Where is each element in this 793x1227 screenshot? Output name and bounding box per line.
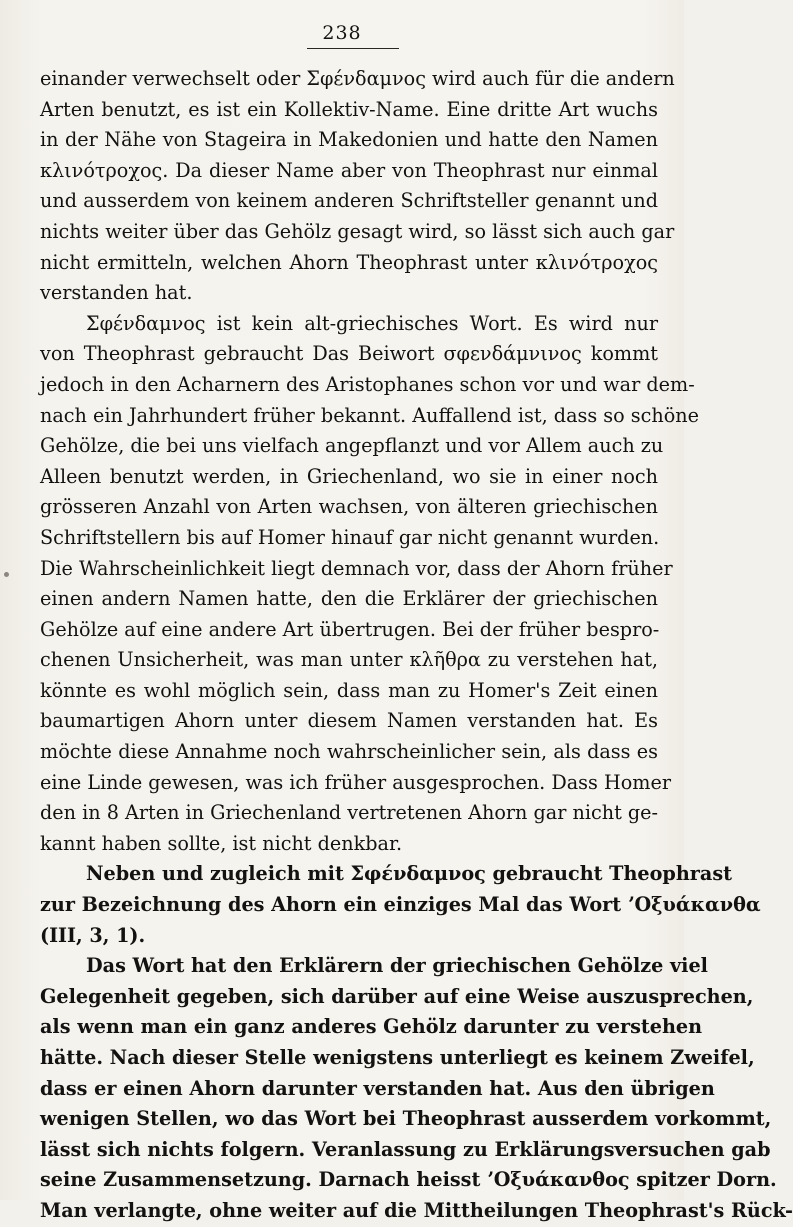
text-line: Neben und zugleich mit Σφένδαμνος gebraucht Theophrast <box>86 862 732 886</box>
text-line: eine Linde gewesen, was ich früher ausgesprochen. Dass Homer <box>40 770 671 794</box>
text-line: baumartigen Ahorn unter diesem Namen verstanden hat. Es <box>40 709 658 733</box>
text-line: κλινότροχος. Da dieser Name aber von Theophrast nur einmal <box>40 158 658 182</box>
text-line: lässt sich nichts folgern. Veranlassung zu Erklärungsversuchen gab <box>40 1137 771 1161</box>
stray-ink-mark <box>4 572 9 577</box>
text-line: Alleen benutzt werden, in Griechenland, wo sie in einer noch <box>40 464 658 488</box>
text-line: in der Nähe von Stageira in Makedonien und hatte den Namen <box>40 128 658 152</box>
text-line: wenigen Stellen, wo das Wort bei Theophrast ausserdem vorkommt, <box>40 1107 772 1131</box>
text-line: den in 8 Arten in Griechenland vertretenen Ahorn gar nicht ge- <box>40 801 659 825</box>
page-number: 238 <box>322 22 362 44</box>
text-line: zur Bezeichnung des Ahorn ein einziges Mal das Wort ʼΟξυάκανθα <box>40 893 761 917</box>
text-line: könnte es wohl möglich sein, dass man zu Homer's Zeit einen <box>40 678 658 702</box>
header-rule <box>307 48 399 49</box>
text-line: Schriftstellern bis auf Homer hinauf gar nicht genannt wurden. <box>40 525 660 549</box>
text-line: Das Wort hat den Erklärern der griechischen Gehölze viel <box>86 954 708 978</box>
text-line: Gehölze, die bei uns vielfach angepflanzt und vor Allem auch zu <box>40 434 664 458</box>
text-line: grösseren Anzahl von Arten wachsen, von älteren griechischen <box>40 495 658 519</box>
text-line: (III, 3, 1). <box>40 923 146 947</box>
text-line: seine Zusammensetzung. Darnach heisst ʼΟξυάκανθος spitzer Dorn. <box>40 1168 777 1192</box>
text-line: einander verwechselt oder Σφένδαμνος wird auch für die andern <box>40 67 675 90</box>
bold-print-section <box>40 859 793 1226</box>
text-line: Man verlangte, ohne weiter auf die Mittheilungen Theophrast's Rück- <box>40 1198 793 1222</box>
text-line: Arten benutzt, es ist ein Kollektiv-Name. Eine dritte Art wuchs <box>40 97 658 121</box>
text-line: möchte diese Annahme noch wahrscheinlicher sein, als dass es <box>40 740 658 764</box>
text-line: hätte. Nach dieser Stelle wenigstens unterliegt es keinem Zweifel, <box>40 1046 755 1069</box>
text-line: verstanden hat. <box>40 281 193 305</box>
text-line: chenen Unsicherheit, was man unter κλῆθρα zu verstehen hat, <box>40 648 658 672</box>
text-line: jedoch in den Acharnern des Aristophanes schon vor und war dem- <box>40 372 695 396</box>
text-line: und ausserdem von keinem anderen Schriftsteller genannt und <box>40 189 658 213</box>
text-line: Σφένδαμνος ist kein alt-griechisches Wort. Es wird nur <box>86 311 658 335</box>
text-line: nichts weiter über das Gehölz gesagt wird, so lässt sich auch gar <box>40 219 675 243</box>
text-line: einen andern Namen hatte, den die Erklärer der griechischen <box>40 587 658 611</box>
text-line: Gelegenheit gegeben, sich darüber auf eine Weise auszusprechen, <box>40 984 754 1008</box>
text-line: Die Wahrscheinlichkeit liegt demnach vor, dass der Ahorn früher <box>40 556 673 580</box>
text-line: von Theophrast gebraucht Das Beiwort σφενδάμνινος kommt <box>40 342 658 366</box>
text-line: kannt haben sollte, ist nicht denkbar. <box>40 831 403 855</box>
text-line: dass er einen Ahorn darunter verstanden hat. Aus den übrigen <box>40 1076 715 1100</box>
text-line: nicht ermitteln, welchen Ahorn Theophrast unter κλινότροχος <box>40 250 658 274</box>
body-text <box>40 64 793 1227</box>
text-line: als wenn man ein ganz anderes Gehölz darunter zu verstehen <box>40 1015 703 1039</box>
text-line: nach ein Jahrhundert früher bekannt. Auffallend ist, dass so schöne <box>40 403 700 427</box>
text-line: Gehölze auf eine andere Art übertrugen. Bei der früher bespro- <box>40 617 660 641</box>
